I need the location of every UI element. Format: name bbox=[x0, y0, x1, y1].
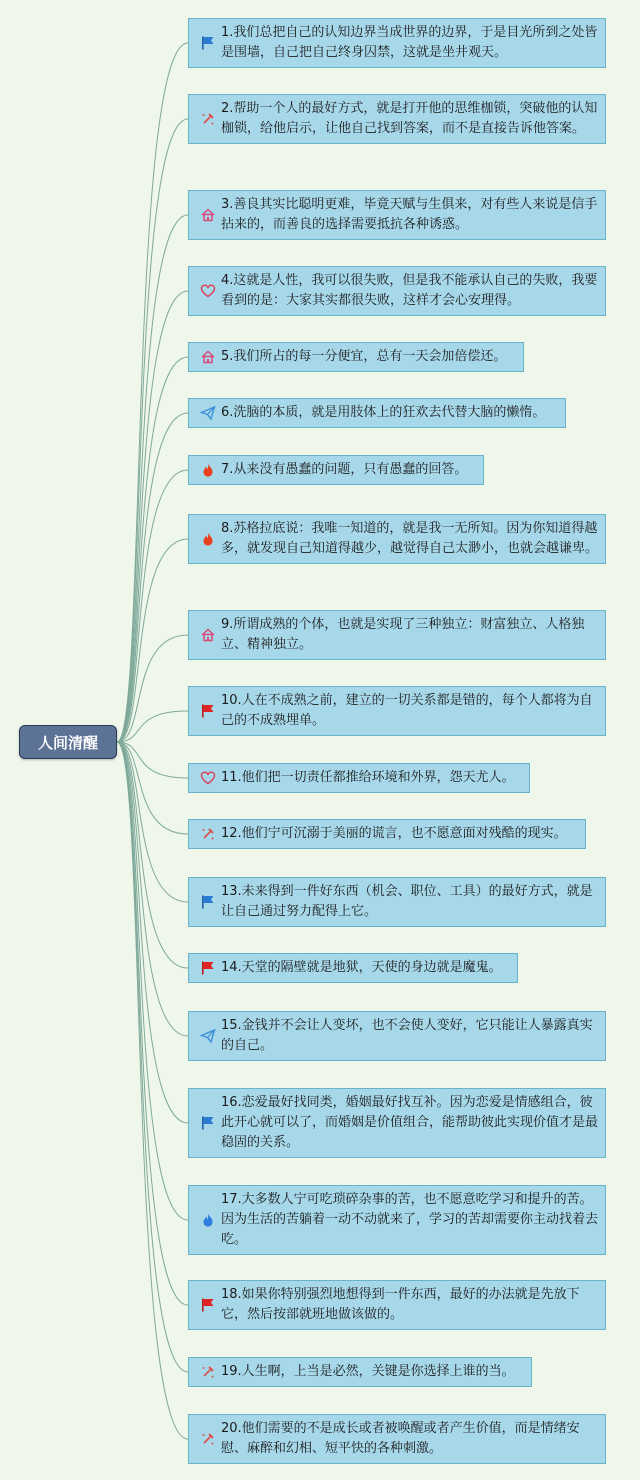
branch-text: 12.他们宁可沉溺于美丽的谎言，也不愿意面对残酷的现实。 bbox=[221, 826, 567, 841]
branch-topic-4[interactable] bbox=[188, 266, 606, 316]
branch-topic-11[interactable] bbox=[188, 763, 530, 793]
paper-plane-icon bbox=[199, 1027, 217, 1045]
branch-text: 16.恋爱最好找同类，婚姻最好找互补。因为恋爱是情感组合，彼此开心就可以了，而婚姻是价值组合，能帮助彼此实现价值才是最稳固的关系。 bbox=[221, 1095, 599, 1150]
connector-line-6 bbox=[117, 413, 188, 742]
heart-icon bbox=[199, 769, 217, 787]
branch-text: 7.从来没有愚蠢的问题，只有愚蠢的回答。 bbox=[221, 462, 468, 477]
pick-hammer-icon bbox=[199, 110, 217, 128]
branch-topic-15[interactable] bbox=[188, 1011, 606, 1061]
pick-hammer-icon bbox=[199, 1430, 217, 1448]
red-flame-icon bbox=[199, 530, 217, 548]
paper-plane-icon bbox=[199, 404, 217, 422]
blue-flag-icon bbox=[199, 893, 217, 911]
branch-topic-12[interactable] bbox=[188, 819, 586, 849]
connector-line-20 bbox=[117, 742, 188, 1439]
house-icon bbox=[199, 206, 217, 224]
root-topic-label: 人间清醒 bbox=[37, 733, 98, 752]
blue-flame-icon bbox=[199, 1211, 217, 1229]
connector-line-19 bbox=[117, 742, 188, 1372]
connector-line-16 bbox=[117, 742, 188, 1123]
branch-text: 19.人生啊，上当是必然，关键是你选择上谁的当。 bbox=[221, 1364, 515, 1379]
branch-topic-3[interactable] bbox=[188, 190, 606, 240]
branch-text: 13.未来得到一件好东西（机会、职位、工具）的最好方式，就是让自己通过努力配得上它。 bbox=[221, 884, 593, 919]
red-flame-icon bbox=[199, 461, 217, 479]
branch-topic-8[interactable] bbox=[188, 514, 606, 564]
branch-topic-2[interactable] bbox=[188, 94, 606, 144]
branch-text: 8.苏格拉底说：我唯一知道的，就是我一无所知。因为你知道得越多，就发现自己知道得越少，越觉得自己太渺小，也就会越谦卑。 bbox=[221, 521, 599, 556]
branch-topic-13[interactable] bbox=[188, 877, 606, 927]
branch-topic-10[interactable] bbox=[188, 686, 606, 736]
red-flag-icon bbox=[199, 702, 217, 720]
house-icon bbox=[199, 348, 217, 366]
root-topic[interactable] bbox=[19, 725, 117, 759]
pick-hammer-icon bbox=[199, 825, 217, 843]
branch-text: 15.金钱并不会让人变坏，也不会使人变好，它只能让人暴露真实的自己。 bbox=[221, 1018, 593, 1053]
branch-topic-20[interactable] bbox=[188, 1414, 606, 1464]
house-icon bbox=[199, 626, 217, 644]
branch-text: 10.人在不成熟之前，建立的一切关系都是错的，每个人都将为自己的不成熟埋单。 bbox=[221, 693, 593, 728]
branch-text: 5.我们所占的每一分便宜，总有一天会加倍偿还。 bbox=[221, 349, 507, 364]
branch-text: 18.如果你特别强烈地想得到一件东西，最好的办法就是先放下它，然后按部就班地做该做的。 bbox=[221, 1287, 580, 1322]
branch-topic-1[interactable] bbox=[188, 18, 606, 68]
red-flag-icon bbox=[199, 959, 217, 977]
branch-text: 17.大多数人宁可吃琐碎杂事的苦，也不愿意吃学习和提升的苦。因为生活的苦躺着一动不动就来了，学习的苦却需要你主动找着去吃。 bbox=[221, 1192, 599, 1247]
branch-text: 4.这就是人性，我可以很失败，但是我不能承认自己的失败，我要看到的是：大家其实都很失败，这样才会心安理得。 bbox=[221, 273, 598, 308]
connector-line-18 bbox=[117, 742, 188, 1305]
branch-text: 20.他们需要的不是成长或者被唤醒或者产生价值，而是情绪安慰、麻醉和幻相、短平快的各种刺激。 bbox=[221, 1421, 580, 1456]
branch-topic-17[interactable] bbox=[188, 1185, 606, 1255]
branch-text: 9.所谓成熟的个体，也就是实现了三种独立：财富独立、人格独立、精神独立。 bbox=[221, 617, 585, 652]
blue-flag-icon bbox=[199, 1114, 217, 1132]
branch-topic-14[interactable] bbox=[188, 953, 518, 983]
red-flag-icon bbox=[199, 1296, 217, 1314]
branch-topic-18[interactable] bbox=[188, 1280, 606, 1330]
branch-topic-19[interactable] bbox=[188, 1357, 532, 1387]
branch-topic-16[interactable] bbox=[188, 1088, 606, 1158]
branch-text: 2.帮助一个人的最好方式，就是打开他的思维枷锁，突破他的认知枷锁，给他启示，让他自己找到答案，而不是直接告诉他答案。 bbox=[221, 101, 598, 136]
branch-text: 14.天堂的隔壁就是地狱，天使的身边就是魔鬼。 bbox=[221, 960, 502, 975]
branch-text: 6.洗脑的本质，就是用肢体上的狂欢去代替大脑的懒惰。 bbox=[221, 405, 546, 420]
connector-line-1 bbox=[117, 43, 188, 742]
branch-topic-5[interactable] bbox=[188, 342, 524, 372]
branch-topic-6[interactable] bbox=[188, 398, 566, 428]
branch-text: 1.我们总把自己的认知边界当成世界的边界，于是目光所到之处皆是围墙，自己把自己终身囚禁，这就是坐井观天。 bbox=[221, 25, 598, 60]
connector-line-2 bbox=[117, 119, 188, 742]
connector-line-17 bbox=[117, 742, 188, 1220]
connector-line-5 bbox=[117, 357, 188, 742]
heart-icon bbox=[199, 282, 217, 300]
branch-topic-9[interactable] bbox=[188, 610, 606, 660]
branch-text: 11.他们把一切责任都推给环境和外界，怨天尤人。 bbox=[221, 770, 515, 785]
blue-flag-icon bbox=[199, 34, 217, 52]
branch-topic-7[interactable] bbox=[188, 455, 484, 485]
pick-hammer-icon bbox=[199, 1363, 217, 1381]
connector-line-4 bbox=[117, 291, 188, 742]
branch-text: 3.善良其实比聪明更难，毕竟天赋与生俱来，对有些人来说是信手拈来的，而善良的选择需要抵抗各种诱惑。 bbox=[221, 197, 598, 232]
